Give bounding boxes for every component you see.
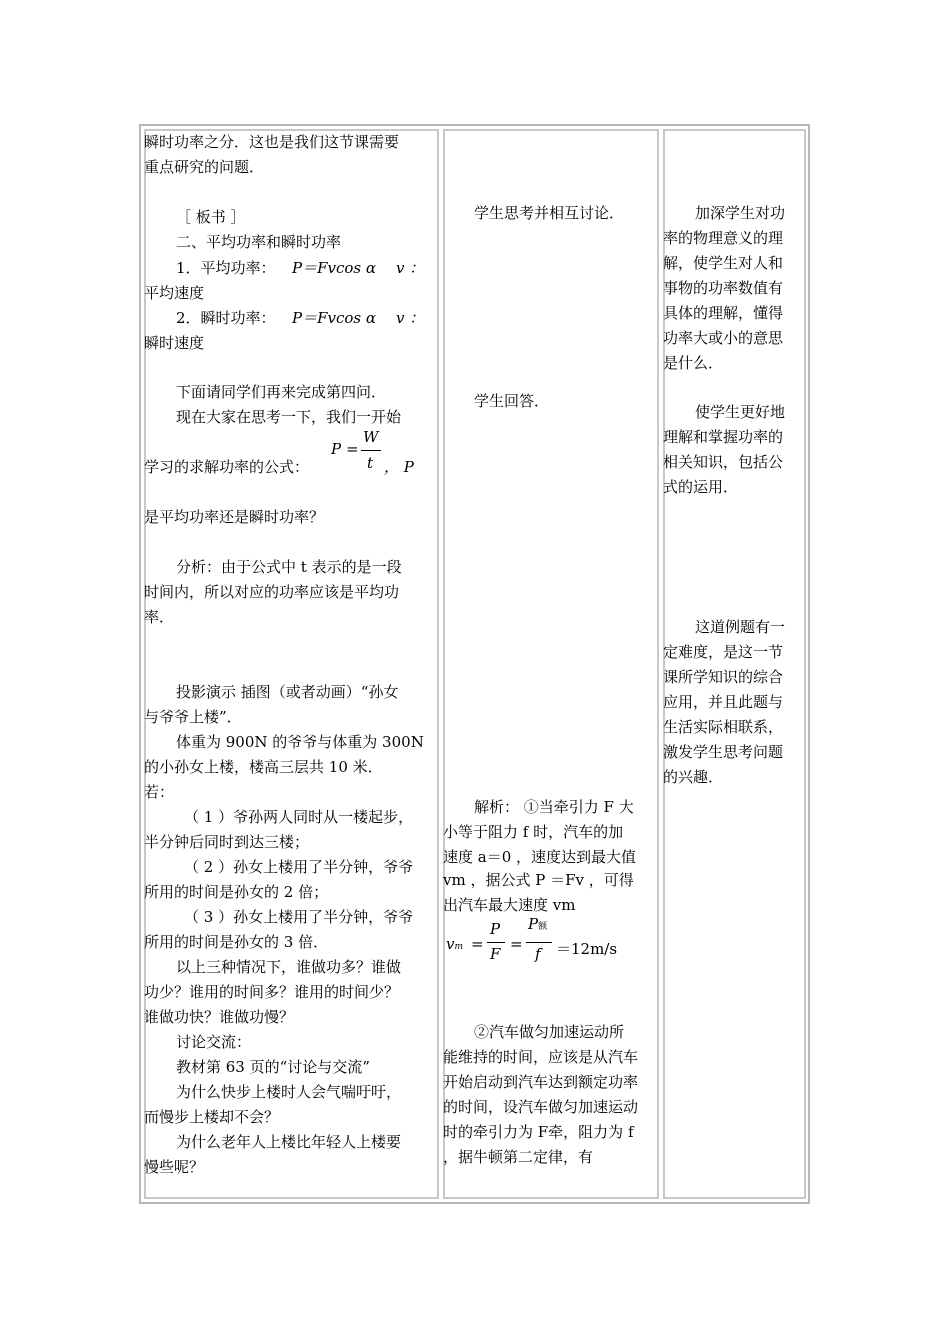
- text-line: 瞬时速度: [144, 334, 205, 352]
- text-line: 加深学生对功: [695, 204, 786, 222]
- v-label: v ：: [396, 259, 425, 277]
- formula-vm: vm: [446, 935, 464, 953]
- text-line: 功率大或小的意思: [663, 329, 784, 347]
- text-line: 教材第 63 页的“讨论与交流”: [176, 1058, 370, 1076]
- text-line: （ 1 ）爷孙两人同时从一楼起步，: [184, 808, 414, 826]
- text-line: 所用的时间是孙女的 3 倍．: [144, 933, 329, 951]
- fraction-bar: [361, 450, 381, 451]
- formula-t: t: [367, 454, 374, 472]
- text-line: 以上三种情况下，谁做功多？谁做: [176, 958, 402, 976]
- text-line: 事物的功率数值有: [663, 279, 784, 297]
- formula-f-small: f: [535, 945, 541, 963]
- text-line: vm ，据公式 P ＝Fv ，可得: [443, 871, 634, 889]
- text-line: 分析：由于公式中 t 表示的是一段: [176, 558, 402, 576]
- text-line: 投影演示 插图（或者动画）“孙女: [176, 683, 399, 701]
- text-line: 是什么．: [663, 354, 724, 372]
- text-line: 瞬时功率之分．这也是我们这节课需要: [144, 133, 400, 151]
- text-line: 讨论交流：: [176, 1033, 252, 1051]
- formula-p-rated: P额: [528, 915, 548, 933]
- board-label: ［ 板书 ］: [176, 208, 246, 226]
- formula-f: F: [490, 945, 501, 963]
- text-line: 使学生更好地: [695, 403, 786, 421]
- text-line: 功少？谁用的时间多？谁用的时间少？: [144, 983, 400, 1001]
- text-line: 开始启动到汽车达到额定功率: [443, 1073, 639, 1091]
- text-line: 的时间，设汽车做匀加速运动: [443, 1098, 639, 1116]
- formula-result: ＝12m/s: [556, 940, 618, 958]
- text-line: 半分钟后同时到达三楼；: [144, 833, 310, 851]
- avg-power-label: 1．平均功率：: [176, 259, 276, 277]
- text-line: 的兴趣．: [663, 768, 724, 786]
- text-line: 平均速度: [144, 284, 205, 302]
- text-line: 学生回答．: [474, 392, 550, 410]
- text-line: 率．: [144, 608, 175, 626]
- text-line: 学习的求解功率的公式：: [144, 458, 310, 476]
- inst-power-formula: P＝Fvcos α: [292, 309, 377, 327]
- formula-equals: =: [471, 935, 484, 953]
- text-line: 现在大家在思考一下，我们一开始: [176, 408, 402, 426]
- text-line: 学生思考并相互讨论．: [474, 204, 625, 222]
- text-line: 体重为 900N 的爷爷与体重为 300N: [176, 733, 424, 751]
- formula-w: W: [363, 428, 379, 446]
- text-line: 所用的时间是孙女的 2 倍；: [144, 883, 329, 901]
- text-line: 是平均功率还是瞬时功率？: [144, 508, 325, 526]
- text-line: 为什么老年人上楼比年轻人上楼要: [176, 1133, 402, 1151]
- formula-p: P: [490, 920, 501, 938]
- text-line: 而慢步上楼却不会？: [144, 1108, 280, 1126]
- fraction-bar: [526, 942, 552, 943]
- text-line: 应用，并且此题与: [663, 693, 784, 711]
- text-line: 理解和掌握功率的: [663, 428, 784, 446]
- text-line: 解，使学生对人和: [663, 254, 784, 272]
- text-line: 具体的理解，懂得: [663, 304, 784, 322]
- text-line: 时间内，所以对应的功率应该是平均功: [144, 583, 400, 601]
- inst-power-label: 2．瞬时功率：: [176, 309, 276, 327]
- text-line: 下面请同学们再来完成第四问．: [176, 383, 387, 401]
- text-line: 出汽车最大速度 vm: [443, 896, 576, 914]
- text-line: 速度 a＝0 ，速度达到最大值: [443, 848, 637, 866]
- avg-power-formula: P＝Fvcos α: [292, 259, 377, 277]
- text-line: 与爷爷上楼”．: [144, 708, 242, 726]
- formula-suffix: ， P: [384, 458, 414, 476]
- v-label: v ：: [396, 309, 425, 327]
- text-line: 激发学生思考问题: [663, 743, 784, 761]
- text-line: 能维持的时间，应该是从汽车: [443, 1048, 639, 1066]
- text-line: ，据牛顿第二定律，有: [443, 1148, 594, 1166]
- text-line: 式的运用．: [663, 478, 739, 496]
- text-line: 重点研究的问题．: [144, 158, 265, 176]
- formula-equals: =: [346, 440, 359, 458]
- formula-p: P: [331, 440, 342, 458]
- section-title: 二、平均功率和瞬时功率: [176, 233, 342, 251]
- text-line: 定难度，是这一节: [663, 643, 784, 661]
- text-line: 谁做功快？谁做功慢？: [144, 1008, 295, 1026]
- text-line: 小等于阻力 f 时，汽车的加: [443, 823, 624, 841]
- text-line: 时的牵引力为 F牵，阻力为 f: [443, 1123, 634, 1141]
- text-line: 这道例题有一: [695, 618, 786, 636]
- text-line: 生活实际相联系，: [663, 718, 784, 736]
- text-line: 的小孙女上楼，楼高三层共 10 米．: [144, 758, 383, 776]
- text-line: 慢些呢？: [144, 1158, 205, 1176]
- text-line: 为什么快步上楼时人会气喘吁吁，: [176, 1083, 402, 1101]
- text-line: （ 2 ）孙女上楼用了半分钟，爷爷: [184, 858, 414, 876]
- text-line: ②汽车做匀加速运动所: [474, 1023, 625, 1041]
- text-line: （ 3 ）孙女上楼用了半分钟，爷爷: [184, 908, 414, 926]
- fraction-bar: [487, 942, 505, 943]
- text-line: 若：: [144, 783, 175, 801]
- text-line: 率的物理意义的理: [663, 229, 784, 247]
- formula-equals: =: [510, 935, 523, 953]
- text-line: 课所学知识的综合: [663, 668, 784, 686]
- text-line: 解析： ①当牵引力 F 大: [474, 798, 634, 816]
- text-line: 相关知识，包括公: [663, 453, 784, 471]
